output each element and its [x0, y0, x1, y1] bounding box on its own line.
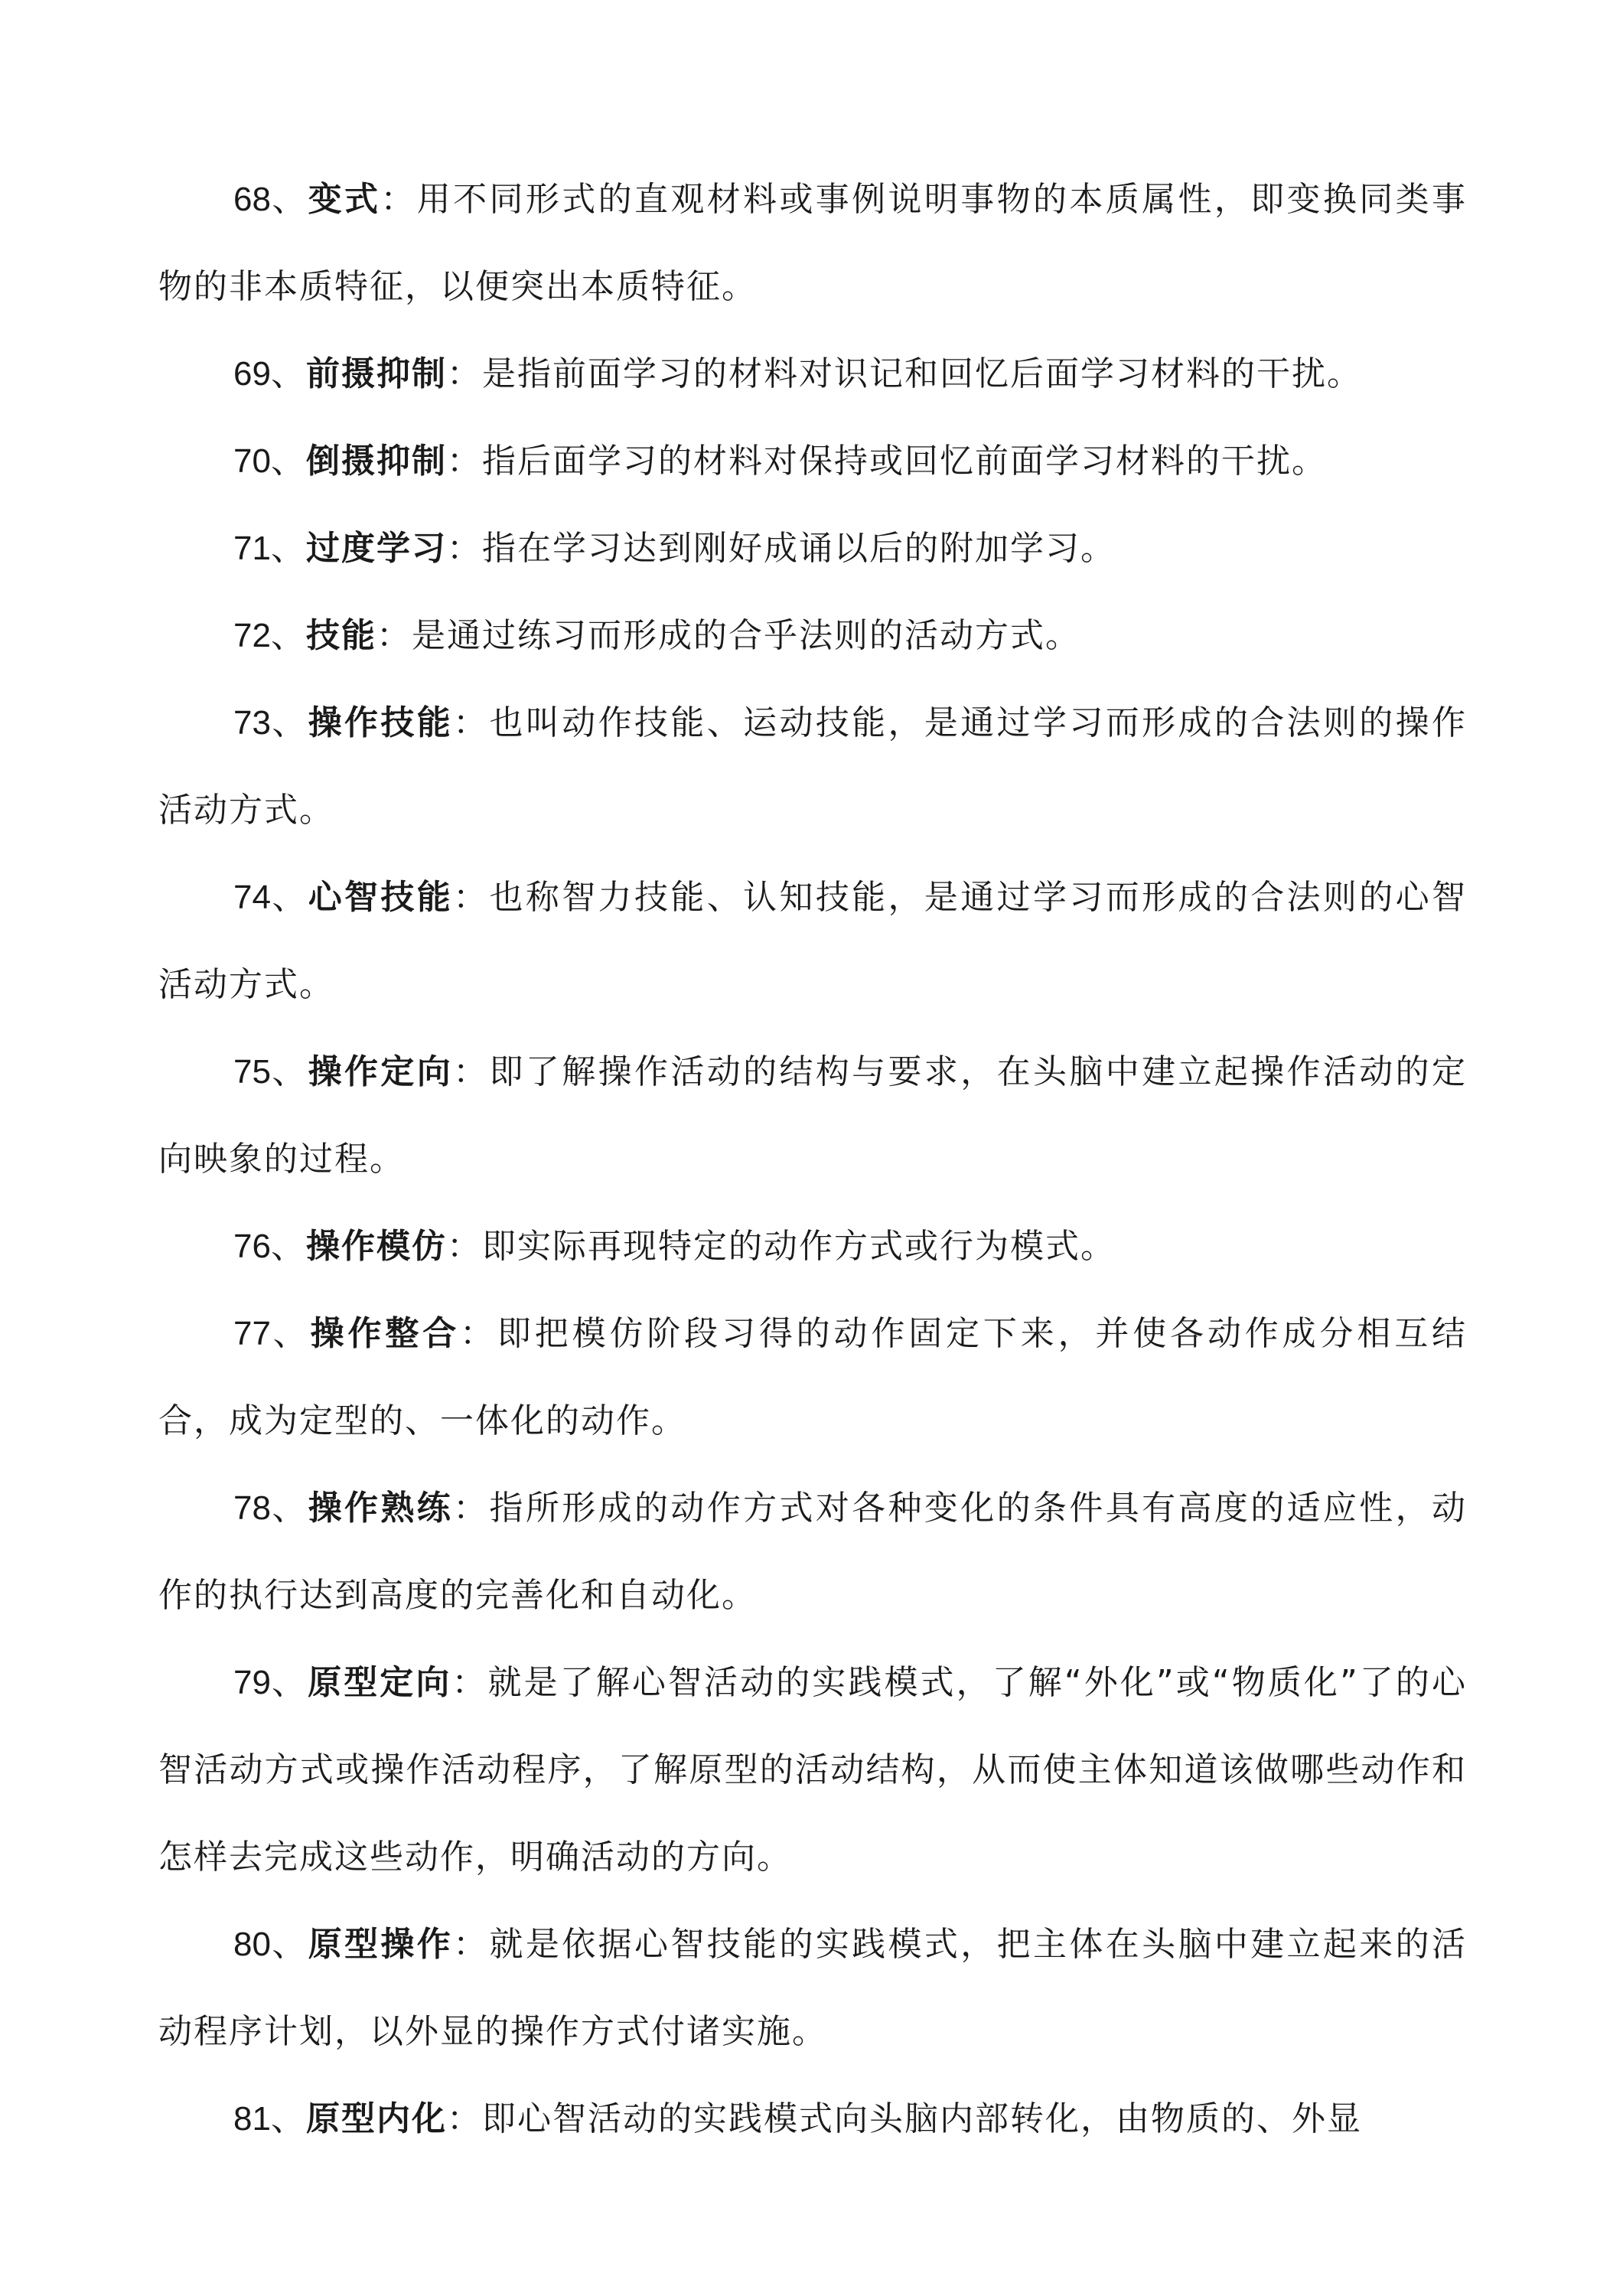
entry-number: 80	[233, 1926, 271, 1963]
entry-colon: ：	[453, 1489, 490, 1528]
entry-definition: 指在学习达到刚好成诵以后的附加学习。	[481, 529, 1116, 568]
entry-definition: 即了解操作活动的结构与要求，在头脑中建立起操作活动的定向映象的过程。	[158, 1052, 1468, 1179]
entry-definition: 即心智活动的实践模式向头脑内部转化，由物质的、外显	[481, 2099, 1362, 2138]
entry-colon: ：	[453, 1925, 490, 1964]
entry-colon: ：	[453, 1052, 490, 1091]
entry-separator: 、	[270, 878, 308, 917]
entry-number: 75	[233, 1053, 271, 1091]
definition-entry-80	[158, 1901, 1467, 2076]
entry-term: 操作定向	[308, 1052, 454, 1091]
definition-entry-81	[158, 2076, 1467, 2163]
entry-term: 操作熟练	[308, 1489, 454, 1528]
entry-definition: 就是依据心智技能的实践模式，把主体在头脑中建立起来的活动程序计划，以外显的操作方式付诸实施。	[158, 1925, 1468, 2051]
definition-entry-72	[158, 592, 1467, 680]
entry-term: 倒摄抑制	[305, 442, 447, 481]
entry-term: 操作技能	[308, 703, 454, 742]
entry-term: 操作模仿	[305, 1227, 447, 1266]
entry-number: 81	[233, 2100, 271, 2138]
entry-term: 前摄抑制	[305, 354, 447, 393]
entry-definition: 即把模仿阶段习得的动作固定下来，并使各动作成分相互结合，成为定型的、一体化的动作。	[158, 1314, 1468, 1440]
entry-term: 心智技能	[308, 878, 454, 917]
entry-number: 70	[233, 442, 271, 480]
entry-number: 73	[233, 704, 271, 742]
entry-term: 操作整合	[310, 1314, 461, 1353]
entry-definition: 也叫动作技能、运动技能，是通过学习而形成的合法则的操作活动方式。	[158, 703, 1468, 830]
entry-separator: 、	[270, 1489, 308, 1528]
entry-separator: 、	[270, 180, 308, 219]
entry-number: 76	[233, 1228, 271, 1265]
definition-entry-73	[158, 680, 1467, 854]
entry-separator: 、	[270, 703, 308, 742]
entry-term: 原型操作	[308, 1925, 454, 1964]
entry-separator: 、	[270, 2099, 306, 2138]
entry-definition: 也称智力技能、认知技能，是通过学习而形成的合法则的心智活动方式。	[158, 878, 1468, 1004]
entry-number: 71	[233, 530, 271, 567]
entry-separator: 、	[270, 1314, 311, 1353]
entry-definition: 即实际再现特定的动作方式或行为模式。	[481, 1227, 1116, 1266]
entry-definition: 是指前面学习的材料对识记和回忆后面学习材料的干扰。	[481, 354, 1362, 393]
entry-term: 变式	[308, 180, 381, 219]
entry-number: 77	[233, 1315, 271, 1352]
entry-definition: 指所形成的动作方式对各种变化的条件具有高度的适应性，动作的执行达到高度的完善化和自动化。	[158, 1489, 1468, 1615]
entry-colon: ：	[376, 616, 412, 655]
definition-entry-68	[158, 156, 1467, 331]
entry-number: 79	[233, 1664, 271, 1701]
definition-list	[158, 156, 1467, 2163]
entry-definition: 是通过练习而形成的合乎法则的活动方式。	[411, 616, 1080, 655]
definition-entry-70	[158, 418, 1467, 505]
entry-separator: 、	[270, 616, 306, 655]
entry-separator: 、	[270, 354, 306, 393]
entry-colon: ：	[460, 1314, 497, 1353]
entry-separator: 、	[270, 1227, 306, 1266]
entry-term: 过度学习	[305, 529, 447, 568]
definition-entry-74	[158, 854, 1467, 1029]
definition-entry-78	[158, 1465, 1467, 1639]
entry-colon: ：	[446, 354, 482, 393]
entry-definition: 用不同形式的直观材料或事例说明事物的本质属性，即变换同类事物的非本质特征，以便突出本质特征。	[158, 180, 1468, 306]
entry-separator: 、	[270, 1663, 308, 1702]
entry-colon: ：	[446, 529, 482, 568]
entry-definition: 就是了解心智活动的实践模式，了解“外化”或“物质化”了的心智活动方式或操作活动程序，了解原型的活动结构，从而使主体知道该做哪些动作和怎样去完成这些动作，明确活动的方向。	[158, 1663, 1468, 1877]
definition-entry-75	[158, 1029, 1467, 1203]
entry-separator: 、	[270, 442, 306, 481]
entry-number: 72	[233, 617, 271, 654]
entry-separator: 、	[270, 529, 306, 568]
entry-separator: 、	[270, 1052, 308, 1091]
entry-number: 69	[233, 355, 271, 393]
entry-colon: ：	[451, 1663, 488, 1702]
entry-colon: ：	[453, 703, 490, 742]
entry-colon: ：	[446, 1227, 482, 1266]
definition-entry-77	[158, 1290, 1467, 1465]
entry-colon: ：	[380, 180, 417, 219]
entry-term: 技能	[305, 616, 376, 655]
definition-entry-71	[158, 505, 1467, 592]
entry-colon: ：	[453, 878, 490, 917]
definition-entry-69	[158, 331, 1467, 418]
entry-definition: 指后面学习的材料对保持或回忆前面学习材料的干扰。	[481, 442, 1327, 481]
entry-number: 78	[233, 1489, 271, 1527]
entry-term: 原型内化	[305, 2099, 447, 2138]
definition-entry-76	[158, 1203, 1467, 1290]
definition-entry-79	[158, 1639, 1467, 1901]
entry-separator: 、	[270, 1925, 308, 1964]
entry-term: 原型定向	[308, 1663, 452, 1702]
entry-colon: ：	[446, 2099, 482, 2138]
entry-number: 68	[233, 181, 271, 218]
entry-number: 74	[233, 879, 271, 916]
entry-colon: ：	[446, 442, 482, 481]
